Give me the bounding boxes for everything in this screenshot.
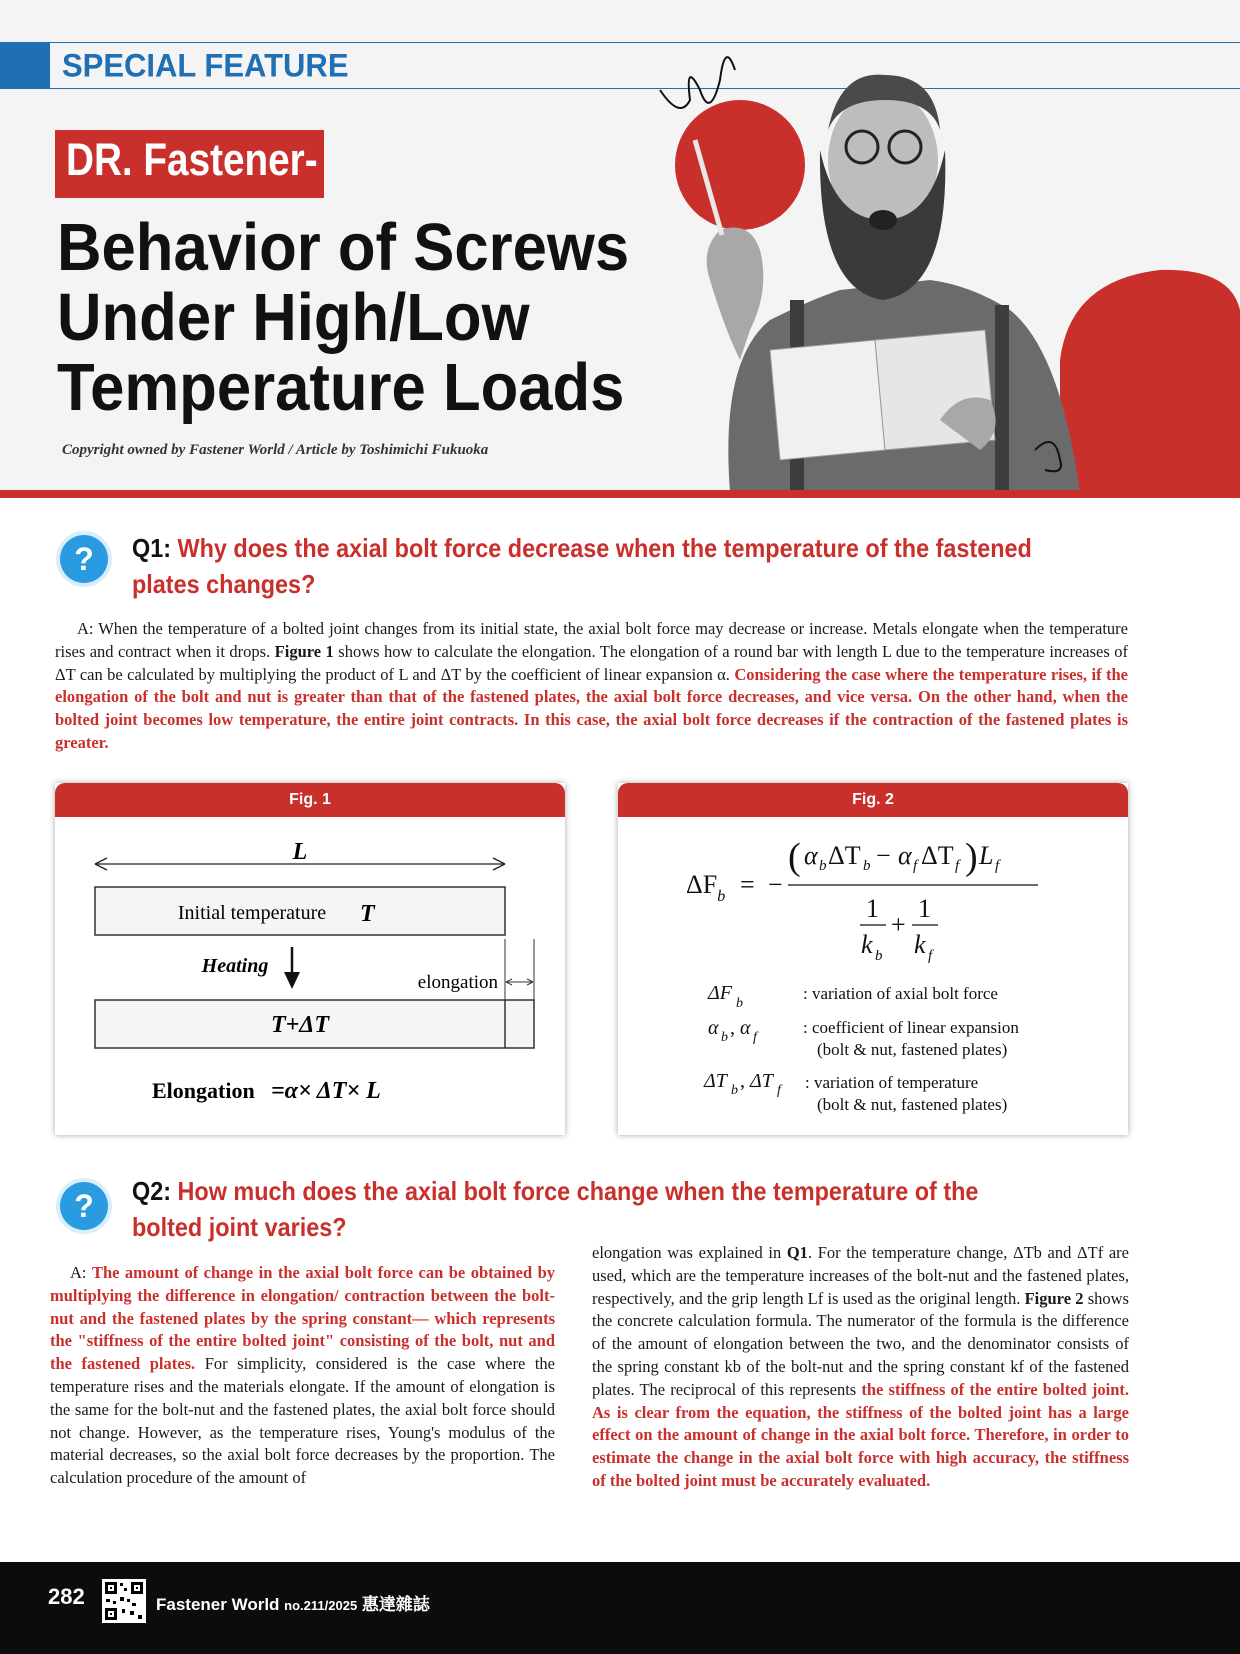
svg-text:L: L	[979, 841, 994, 870]
svg-text:k: k	[914, 930, 926, 959]
svg-text:−: −	[876, 841, 891, 870]
q2-answer-highlight-2: the stiffness of the entire bolted joint. As is clear from the equation, the stiffness of the bolted joint has a large effect on the amount of change in the axial bolt force. Therefore, in order to estimate the change in the axial bolt force with high accuracy, the stiffness of the bolted joint must be accurately evaluated.	[592, 1379, 1130, 1490]
book-left	[770, 340, 885, 460]
fig1-length-label: L	[292, 839, 308, 865]
scribble-icon	[660, 57, 735, 108]
svg-text:b: b	[721, 1030, 728, 1045]
page-number: 282	[48, 1584, 85, 1609]
svg-text:1: 1	[918, 894, 931, 923]
svg-text:f: f	[995, 858, 1000, 874]
q2-heading	[132, 1173, 1212, 1245]
figure-2-tab: Fig. 2	[618, 783, 1128, 817]
q2-answer-prefix: A:	[70, 1263, 92, 1282]
svg-text:f: f	[913, 858, 918, 874]
q2-question-line2: bolted joint varies?	[132, 1212, 347, 1242]
svg-text:f: f	[928, 948, 933, 964]
fig2-legend-2: : coefficient of linear expansion	[803, 1018, 1019, 1037]
svg-text:b: b	[875, 948, 883, 964]
footer-brand	[156, 1590, 430, 1615]
title-line-2: Under High/Low	[57, 280, 530, 355]
figure-2-formula	[618, 817, 1128, 1135]
q1-label: Q1:	[132, 533, 172, 563]
q2-question-line1: How much does the axial bolt force change when the temperature of the	[171, 1176, 979, 1206]
svg-text:f: f	[955, 858, 960, 874]
svg-text:−: −	[768, 870, 783, 899]
magazine-name: Fastener World	[156, 1595, 280, 1614]
fig1-elongation-label: elongation	[417, 972, 498, 993]
fig1-formula: =α× ΔT× L	[271, 1078, 381, 1104]
section-marker	[0, 42, 50, 89]
header-divider	[0, 490, 1240, 498]
q1-answer-highlight: Considering the case where the temperature rises, if the elongation of the bolt and nut is greater than that of the fastened plates, the axial bolt force decreases, and vice versa. On the other hand, when the bolted joint becomes low temperature, the entire joint contracts. In this case, the axial bolt force decreases if the contraction of the fastened plates is greater.	[55, 664, 1128, 752]
svg-text:α: α	[708, 1017, 719, 1039]
fig2-legend-2b: (bolt & nut, fastened plates)	[817, 1040, 1008, 1059]
q1-answer-text-1: A: When the temperature of a bolted joint changes from its initial state, the axial bolt force may decrease or increase. Metals elongate when the temperature rises and contract when it drops.	[55, 619, 1128, 661]
q2-answer-text-4: shows the concrete calculation formula. The numerator of the formula is the difference of the amount of elongation between the two, and the denominator consists of the spring constant kb of the bolt-nut and the spring constant kf of the fastened plates. The reciprocal of this represents	[592, 1288, 1129, 1399]
svg-text:(: (	[788, 836, 801, 878]
svg-text:ΔT: ΔT	[828, 841, 861, 870]
svg-text:f: f	[753, 1030, 757, 1045]
fig1-formula-word: Elongation	[152, 1078, 255, 1103]
q2-answer-text-2: elongation was explained in	[592, 1243, 787, 1262]
svg-text:b: b	[731, 1083, 738, 1098]
svg-text:?: ?	[74, 541, 94, 577]
fig2-legend-3b: (bolt & nut, fastened plates)	[817, 1095, 1008, 1114]
mouth	[869, 210, 897, 230]
down-arrow-icon	[284, 972, 300, 989]
svg-text:+: +	[891, 910, 906, 939]
q1-question-line2: plates changes?	[132, 569, 316, 599]
article-title	[57, 210, 646, 425]
q1-answer	[55, 618, 1128, 755]
qr-code-icon[interactable]	[102, 1579, 146, 1623]
svg-text:ΔFb: $\Delta F_b$	[686, 870, 726, 905]
title-line-3: Temperature Loads	[57, 350, 625, 425]
q2-answer-left-column	[50, 1262, 555, 1490]
fig2-legend-1: : variation of axial bolt force	[803, 984, 998, 1003]
issue-number: no.211/2025	[284, 1598, 358, 1613]
teacher-illustration	[640, 30, 1240, 492]
q1-figure-ref: Figure 1	[274, 641, 334, 661]
svg-text:b: b	[736, 996, 743, 1011]
svg-text:ΔT: ΔT	[750, 1070, 773, 1092]
section-label: SPECIAL FEATURE	[62, 47, 349, 84]
svg-text:ΔF: ΔF	[708, 982, 732, 1004]
q1-question-line1: Why does the axial bolt force decrease when the temperature of the fastened	[171, 533, 1032, 563]
fig1-initial-label: Initial temperature	[177, 902, 327, 924]
question-icon	[55, 530, 113, 588]
q2-figure-ref: Figure 2	[1024, 1288, 1084, 1308]
svg-text:α: α	[804, 841, 818, 870]
svg-text:α: α	[740, 1017, 751, 1039]
red-circle-small	[675, 100, 805, 230]
question-icon	[55, 1177, 113, 1235]
q1-answer-text-2: shows how to calculate the elongation. The elongation of a round bar with length L due to the temperature increases of ΔT can be calculated by multiplying the product of L and ΔT by the coefficient of linear expansion α.	[55, 641, 1128, 684]
red-circle-large	[1060, 270, 1240, 492]
svg-text:α: α	[898, 841, 912, 870]
q2-answer-text-3: . For the temperature change, ΔTb and ΔTf are used, which are the temperature increases of the bolt-nut and the fastened plates, respectively, and the grip length Lf is used as the original length.	[592, 1243, 1129, 1308]
svg-text:b: b	[819, 858, 827, 874]
title-line-1: Behavior of Screws	[57, 210, 630, 285]
q2-q1-ref: Q1	[786, 1243, 808, 1262]
svg-text:k: k	[861, 930, 873, 959]
suspender-right	[995, 305, 1009, 492]
q2-answer-highlight-1: The amount of change in the axial bolt force can be obtained by multiplying the difference in elongation/ contraction between the bolt-nut and the fastened plates by the spring constant— which represents the "stiffness of the entire bolted joint" consisting of the bolt, nut and the fastened plates.	[50, 1263, 556, 1374]
svg-text:b: b	[863, 858, 871, 874]
svg-text:=: =	[740, 870, 755, 899]
figure-1-diagram	[55, 817, 565, 1135]
svg-text:ΔT: ΔT	[921, 841, 954, 870]
svg-text:,: ,	[730, 1017, 735, 1039]
magazine-chinese-name: 惠達雜誌	[361, 1595, 430, 1614]
figure-1-tab: Fig. 1	[55, 783, 565, 817]
series-label: DR. Fastener-	[66, 134, 318, 185]
fig2-legend-3: : variation of temperature	[805, 1073, 979, 1092]
svg-text:1: 1	[866, 894, 879, 923]
svg-text:,: ,	[740, 1070, 745, 1092]
article-credit: Copyright owned by Fastener World / Article by Toshimichi Fukuoka	[62, 442, 489, 458]
svg-text:?: ?	[74, 1188, 94, 1224]
fig1-heated-label: T+ΔT	[270, 1012, 330, 1038]
q2-answer-text-1: For simplicity, considered is the case where the temperature rises and the materials elongate. If the amount of elongation is the same for the bolt-nut and the fastened plates, the axial bolt force should not change. However, as the temperature rises, Young's modulus of the material decreases, so the axial bolt force decreases by the proportion. The calculation procedure of the amount of	[50, 1354, 556, 1488]
fig1-initial-T: T	[360, 901, 375, 927]
svg-text:f: f	[777, 1083, 781, 1098]
q2-answer-right-column	[592, 1242, 1129, 1493]
fig1-heating-label: Heating	[201, 955, 269, 977]
svg-text:): )	[965, 836, 978, 878]
q1-heading	[132, 530, 1212, 602]
q2-label: Q2:	[132, 1176, 172, 1206]
svg-text:ΔT: ΔT	[704, 1070, 727, 1092]
